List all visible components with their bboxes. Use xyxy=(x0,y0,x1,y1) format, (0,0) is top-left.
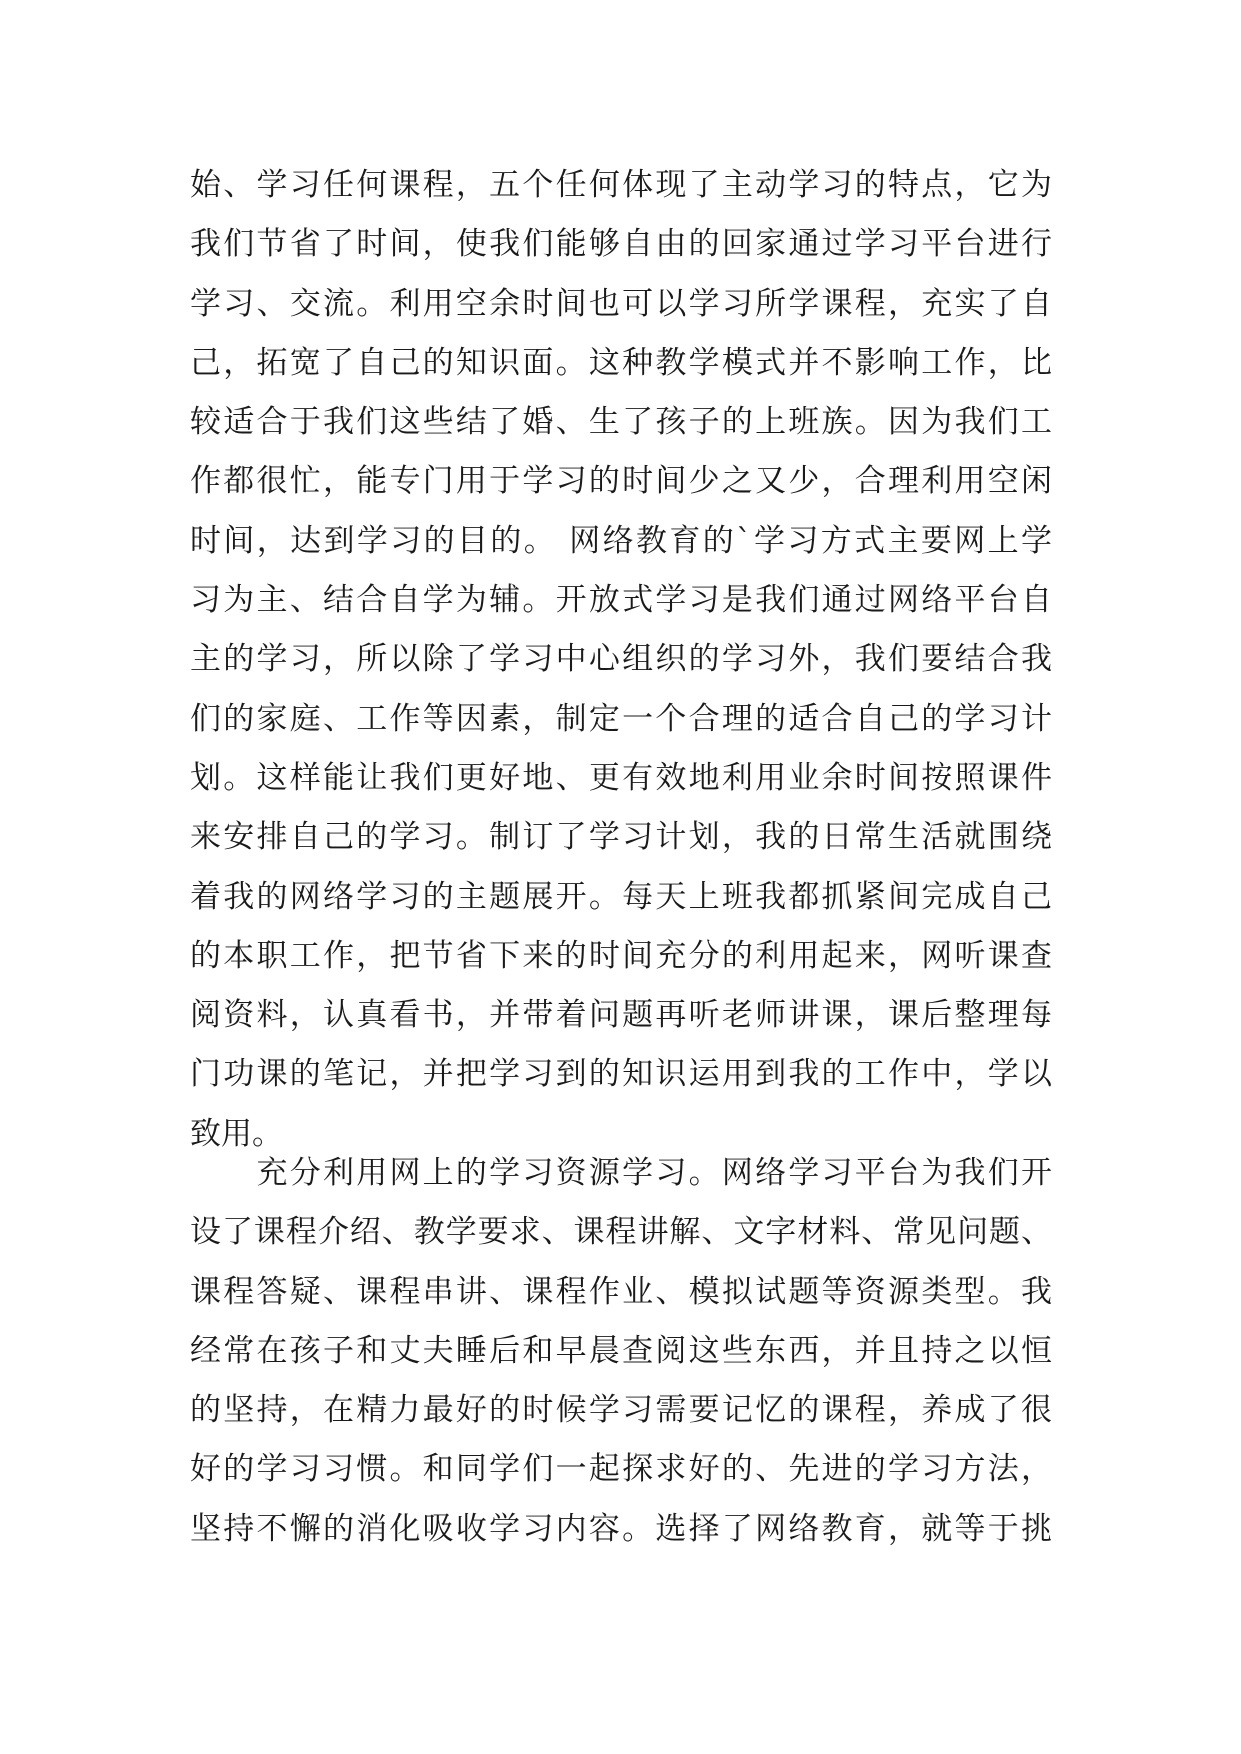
text-line: 好的学习习惯。和同学们一起探求好的、先进的学习方法， xyxy=(190,1451,1052,1488)
paragraph-1 xyxy=(190,156,1052,1164)
text-line: 门功课的笔记，并把学习到的知识运用到我的工作中，学以 xyxy=(190,1056,1052,1093)
text-line: 经常在孩子和丈夫睡后和早晨查阅这些东西，并且持之以恒 xyxy=(190,1332,1052,1369)
text-line: 来安排自己的学习。制订了学习计划，我的日常生活就围绕 xyxy=(190,819,1052,856)
text-line: 的本职工作，把节省下来的时间充分的利用起来，网听课查 xyxy=(190,937,1052,974)
text-line: 己，拓宽了自己的知识面。这种教学模式并不影响工作，比 xyxy=(190,344,1052,381)
text-line: 时间，达到学习的目的。 网络教育的`学习方式主要网上学 xyxy=(190,522,1052,559)
text-line: 们的家庭、工作等因素，制定一个合理的适合自己的学习计 xyxy=(190,700,1052,737)
text-line: 致用。 xyxy=(190,1115,283,1152)
text-line: 较适合于我们这些结了婚、生了孩子的上班族。因为我们工 xyxy=(190,404,1052,441)
text-line: 作都很忙，能专门用于学习的时间少之又少，合理利用空闲 xyxy=(190,463,1052,500)
text-line: 我们节省了时间，使我们能够自由的回家通过学习平台进行 xyxy=(190,226,1052,263)
text-line: 充分利用网上的学习资源学习。网络学习平台为我们开 xyxy=(190,1155,1052,1191)
paragraph-2 xyxy=(190,1144,1052,1559)
text-line: 阅资料，认真看书，并带着问题再听老师讲课，课后整理每 xyxy=(190,997,1052,1034)
text-line: 的坚持，在精力最好的时候学习需要记忆的课程，养成了很 xyxy=(190,1392,1052,1429)
text-line: 设了课程介绍、教学要求、课程讲解、文字材料、常见问题、 xyxy=(190,1214,1052,1251)
text-line: 着我的网络学习的主题展开。每天上班我都抓紧间完成自己 xyxy=(190,878,1052,915)
text-line: 始、学习任何课程，五个任何体现了主动学习的特点，它为 xyxy=(190,167,1052,203)
text-line: 课程答疑、课程串讲、课程作业、模拟试题等资源类型。我 xyxy=(190,1273,1052,1310)
text-line: 习为主、结合自学为辅。开放式学习是我们通过网络平台自 xyxy=(190,582,1052,619)
text-line: 坚持不懈的消化吸收学习内容。选择了网络教育，就等于挑 xyxy=(190,1510,1052,1547)
text-line: 学习、交流。利用空余时间也可以学习所学课程，充实了自 xyxy=(190,285,1052,322)
text-line: 主的学习，所以除了学习中心组织的学习外，我们要结合我 xyxy=(190,641,1052,678)
text-line: 划。这样能让我们更好地、更有效地利用业余时间按照课件 xyxy=(190,759,1052,796)
